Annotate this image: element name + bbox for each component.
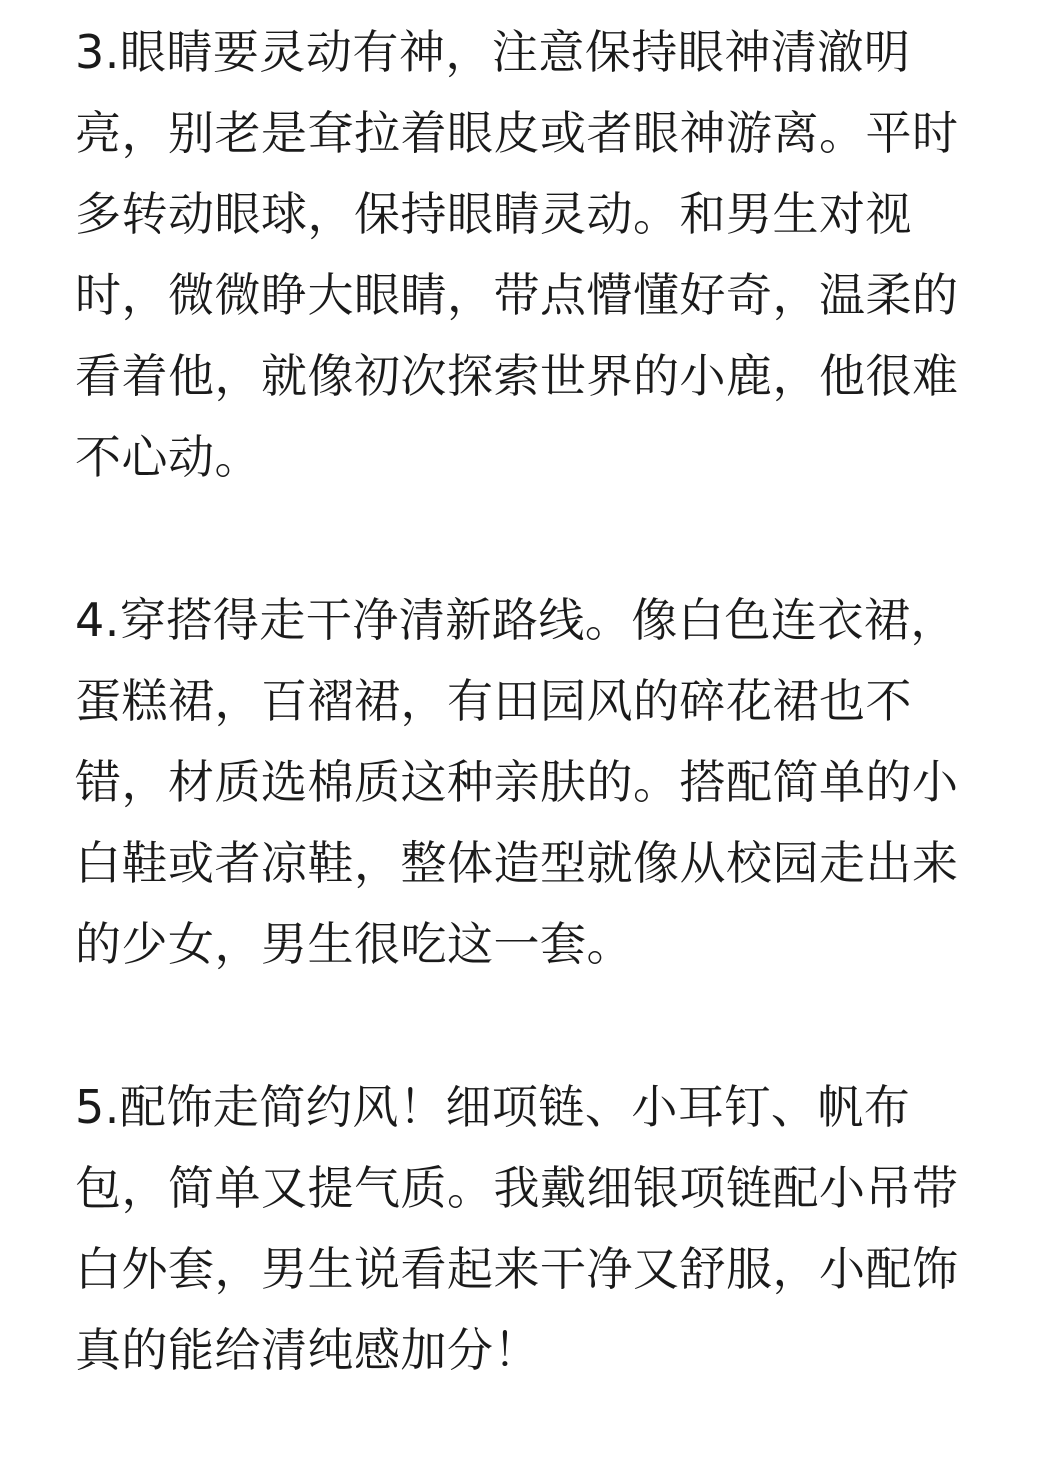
text-line: 时，微微睁大眼睛，带点懵懂好奇，温柔的 <box>75 268 959 322</box>
text-line: 3.眼睛要灵动有神，注意保持眼神清澈明 <box>75 25 911 79</box>
text-line: 的少女，男生很吃这一套。 <box>75 917 633 971</box>
text-line: 4.穿搭得走干净清新路线。像白色连衣裙， <box>75 593 957 647</box>
paragraph-eyes <box>75 12 1005 498</box>
text-line: 亮，别老是耷拉着眼皮或者眼神游离。平时 <box>75 106 959 160</box>
text-line: 看着他，就像初次探索世界的小鹿，他很难 <box>75 349 959 403</box>
text-line: 真的能给清纯感加分！ <box>75 1323 540 1377</box>
text-line: 多转动眼球，保持眼睛灵动。和男生对视 <box>75 187 912 241</box>
text-line: 不心动。 <box>75 430 261 484</box>
paragraph-outfit <box>75 580 1005 985</box>
text-line: 白外套，男生说看起来干净又舒服，小配饰 <box>75 1242 959 1296</box>
text-line: 错，材质选棉质这种亲肤的。搭配简单的小 <box>75 755 959 809</box>
text-line: 白鞋或者凉鞋，整体造型就像从校园走出来 <box>75 836 959 890</box>
paragraph-accessories <box>75 1067 1005 1391</box>
text-line: 包，简单又提气质。我戴细银项链配小吊带 <box>75 1161 959 1215</box>
text-line: 蛋糕裙，百褶裙，有田园风的碎花裙也不 <box>75 674 912 728</box>
article-body <box>75 12 1005 1473</box>
text-line: 5.配饰走简约风！细项链、小耳钉、帆布 <box>75 1080 911 1134</box>
